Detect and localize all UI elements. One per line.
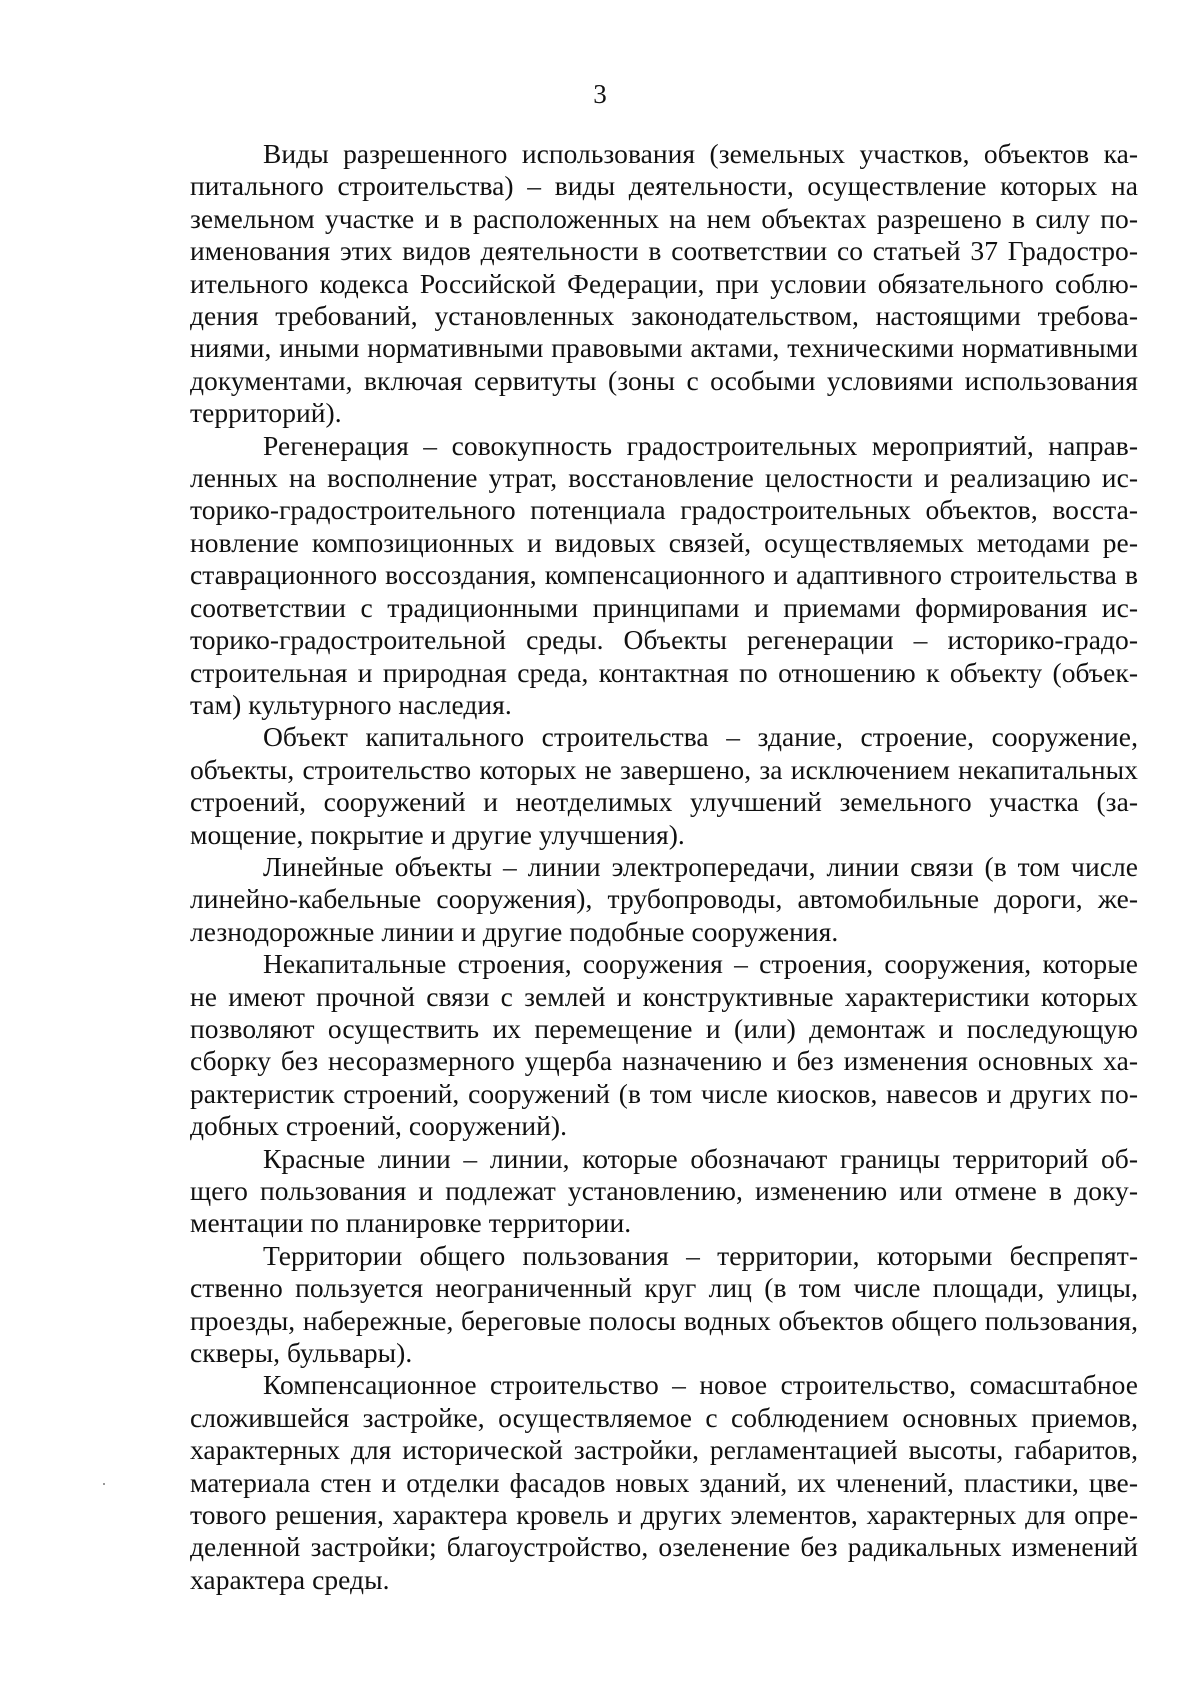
paragraph-permitted-use: Виды разрешенного использования (земельных участков, объектов капитального строительства) – виды деятельности, осуществление которых на земельном участке и в расположенных на нем объектах разрешено в силу поименования этих видов деятельности в соответствии со статьей 37 Градостроительного кодекса Российской Федерации, при условии обязательного соблюдения требований, установленных законодательством, настоящими требованиями, иными нормативными правовыми актами, техническими нормативными документами, включая сервитуты (зоны с особыми условиями использования территорий). [190, 138, 1138, 429]
document-body [190, 138, 1138, 1596]
page-number: 3 [593, 79, 607, 109]
paragraph-compensatory-construction: Компенсационное строительство – новое строительство, сомасштабное сложившейся застройке, осуществляемое с соблюдением основных приемов, характерных для исторической застройки, регламентацией высоты, габаритов, материала стен и отделки фасадов новых зданий, их членений, пластики, цветового решения, характера кровель и других элементов, характерных для определенной застройки; благоустройство, озеленение без радикальных изменений характера среды. [190, 1369, 1138, 1595]
paragraph-public-territories: Территории общего пользования – территории, которыми беспрепятственно пользуется неограниченный круг лиц (в том числе площади, улицы, проезды, набережные, береговые полосы водных объектов общего пользования, скверы, бульвары). [190, 1239, 1138, 1369]
paragraph-red-lines: Красные линии – линии, которые обозначают границы территорий общего пользования и подлежат установлению, изменению или отмене в документации по планировке территории. [190, 1142, 1138, 1239]
paragraph-non-capital-structures: Некапитальные строения, сооружения – строения, сооружения, которые не имеют прочной связи с землей и конструктивные характеристики которых позволяют осуществить их перемещение и (или) демонтаж и последующую сборку без несоразмерного ущерба назначению и без изменения основных характеристик строений, сооружений (в том числе киосков, навесов и других подобных строений, сооружений). [190, 948, 1138, 1142]
scan-speck [103, 1483, 105, 1485]
paragraph-linear-objects: Линейные объекты – линии электропередачи, линии связи (в том числе линейно-кабельные сооружения), трубопроводы, автомобильные дороги, железнодорожные линии и другие подобные сооружения. [190, 850, 1138, 947]
paragraph-capital-construction-object: Объект капитального строительства – здание, строение, сооружение, объекты, строительство которых не завершено, за исключением некапитальных строений, сооружений и неотделимых улучшений земельного участка (замощение, покрытие и другие улучшения). [190, 721, 1138, 850]
paragraph-regeneration: Регенерация – совокупность градостроительных мероприятий, направленных на восполнение утрат, восстановление целостности и реализацию историко-градостроительного потенциала градостроительных объектов, восстановление композиционных и видовых связей, осуществляемых методами реставрационного воссоздания, компенсационного и адаптивного строительства в соответствии с традиционными принципами и приемами формирования историко-градостроительной среды. Объекты регенерации – историко-градостроительная и природная среда, контактная по отношению к объекту (объектам) культурного наследия. [190, 429, 1138, 720]
